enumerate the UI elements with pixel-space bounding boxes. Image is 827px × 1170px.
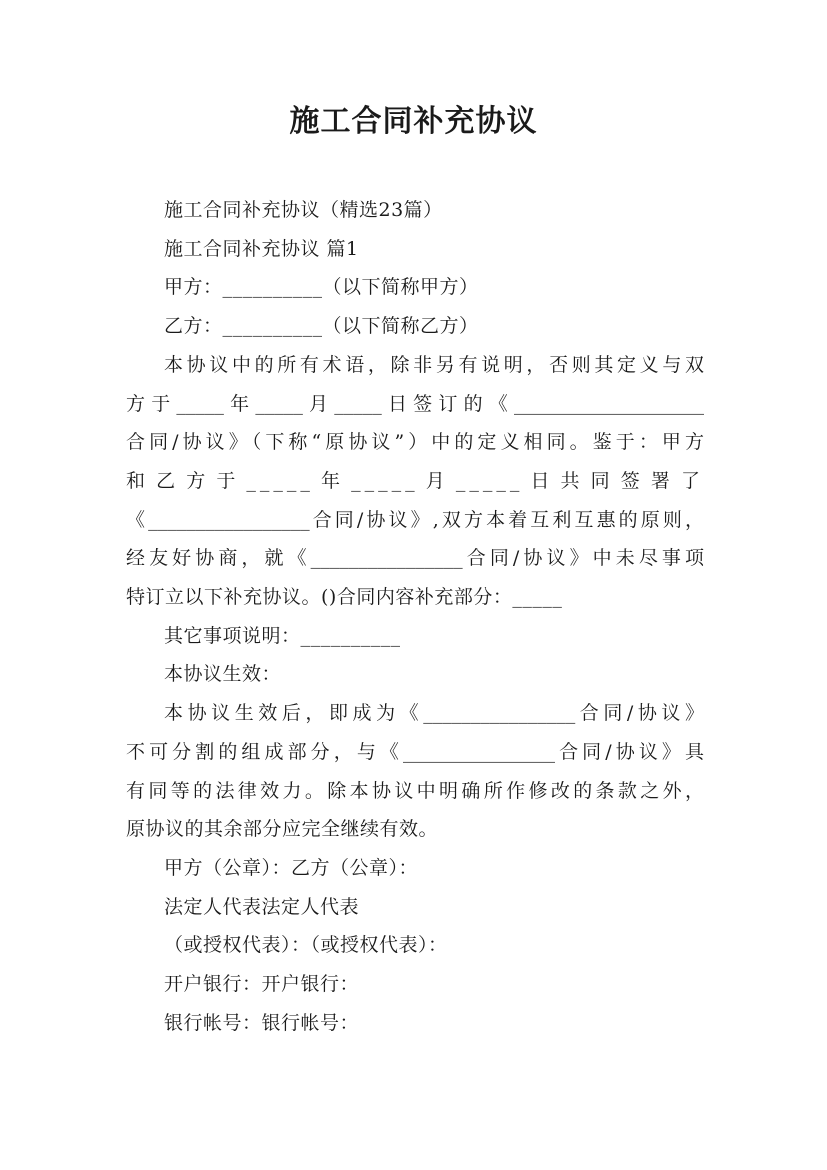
- doc-line-terms-5: 《_________________合同/协议》,双方本着互利互惠的原则，: [126, 508, 704, 531]
- doc-line-bank: 开户银行：开户银行：: [164, 973, 360, 996]
- doc-line-authorized-rep: （或授权代表）：（或授权代表）：: [164, 934, 448, 957]
- doc-line-terms-6: 经友好协商，就《________________合同/协议》中未尽事项: [126, 547, 704, 570]
- doc-line-seal: 甲方（公章）：乙方（公章）：: [164, 856, 419, 879]
- doc-line-party-a: 甲方：__________（以下简称甲方）: [164, 276, 479, 299]
- doc-line-effective-1: 本协议生效后，即成为《________________合同/协议》: [164, 702, 704, 725]
- doc-line-subtitle: 施工合同补充协议（精选23篇）: [164, 199, 443, 221]
- doc-line-effective-heading: 本协议生效：: [164, 663, 282, 686]
- doc-line-bank-account: 银行帐号：银行帐号：: [164, 1011, 360, 1034]
- doc-line-terms-2: 方于_____年_____月_____日签订的《____________________: [126, 392, 704, 415]
- doc-line-effective-2: 不可分割的组成部分，与《________________合同/协议》具: [126, 740, 704, 763]
- doc-line-legal-rep: 法定人代表法定人代表: [164, 895, 360, 918]
- doc-line-other-matters: 其它事项说明：__________: [164, 624, 401, 647]
- document-title: 施工合同补充协议: [289, 104, 538, 139]
- doc-line-effective-4: 原协议的其余部分应完全继续有效。: [126, 818, 439, 841]
- doc-line-terms-1: 本协议中的所有术语，除非另有说明，否则其定义与双: [164, 353, 704, 376]
- doc-line-effective-3: 有同等的法律效力。除本协议中明确所作修改的条款之外，: [126, 779, 704, 802]
- doc-line-terms-4: 和乙方于_____年_____月_____日共同签署了: [126, 469, 704, 492]
- doc-line-terms-7: 特订立以下补充协议。()合同内容补充部分：_____: [126, 586, 563, 609]
- doc-line-terms-3: 合同/协议》（下称“原协议”）中的定义相同。鉴于：甲方: [126, 431, 704, 454]
- doc-line-party-b: 乙方：__________（以下简称乙方）: [164, 315, 479, 338]
- doc-line-section-heading: 施工合同补充协议 篇1: [164, 237, 359, 260]
- document-body: [126, 191, 704, 1042]
